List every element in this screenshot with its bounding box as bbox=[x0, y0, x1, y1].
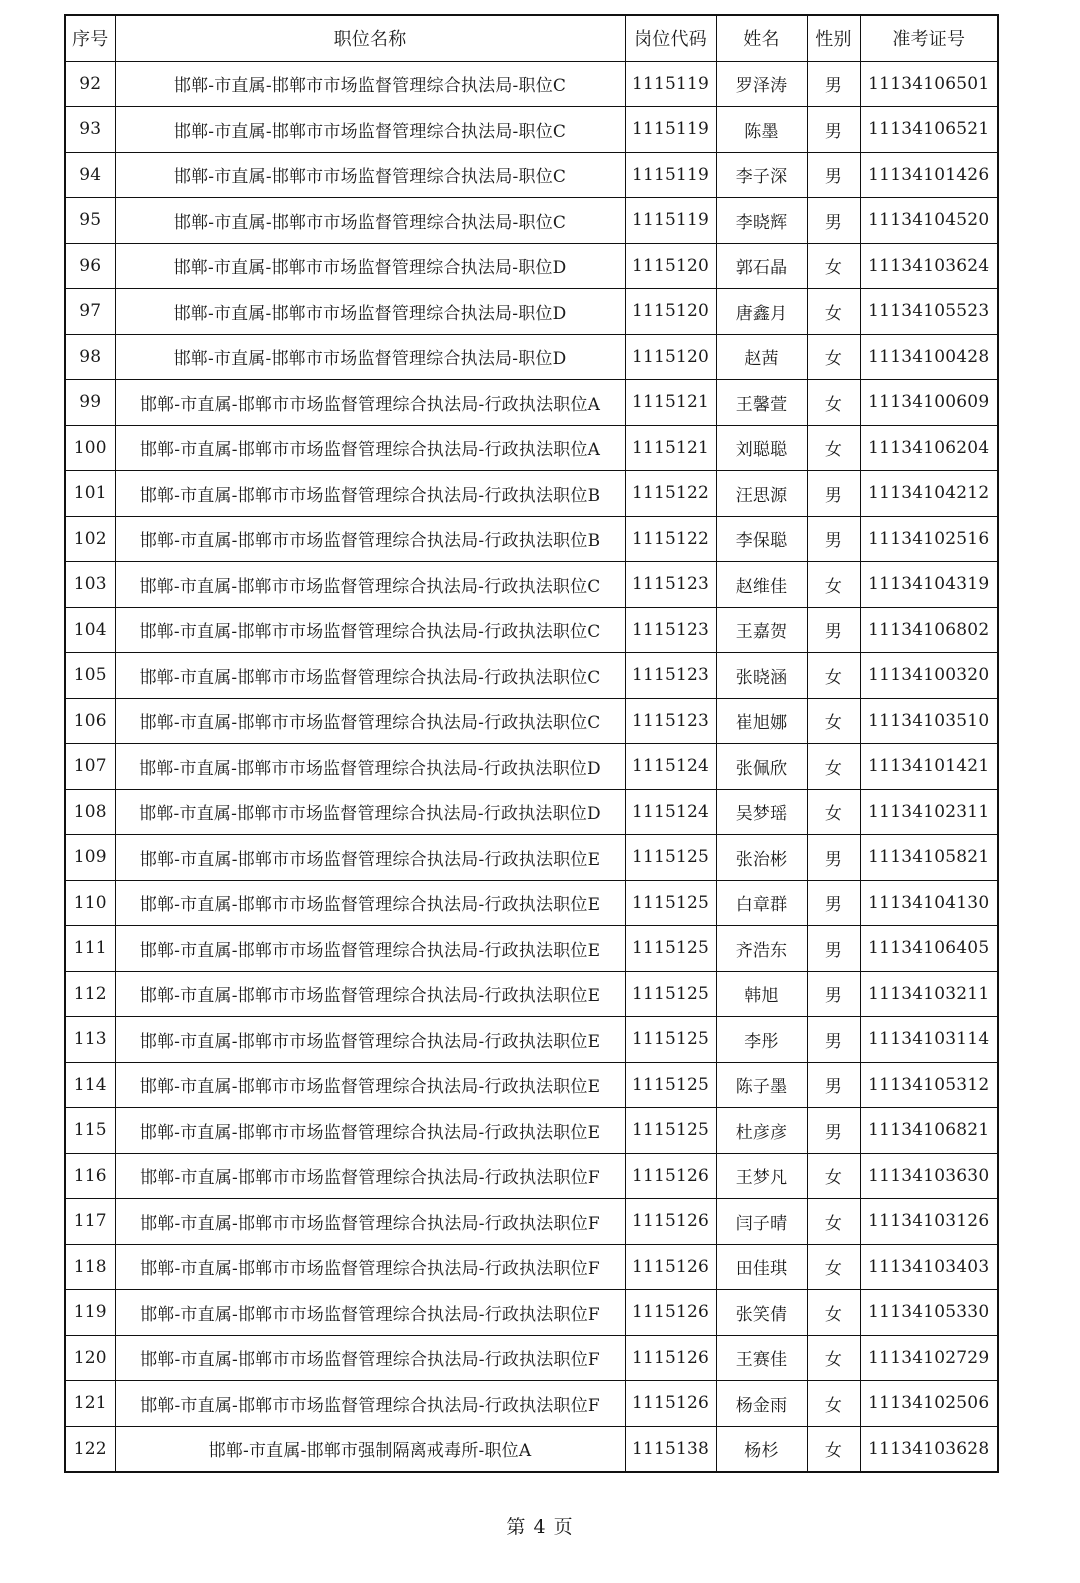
cell-candidate-name: 王梦凡 bbox=[716, 1153, 807, 1199]
table-body bbox=[65, 61, 998, 1472]
cell-exam-id: 11134106501 bbox=[860, 61, 998, 107]
cell-gender: 男 bbox=[807, 880, 860, 926]
page-number: 第 4 页 bbox=[506, 1516, 574, 1538]
cell-gender: 女 bbox=[807, 653, 860, 699]
cell-candidate-name: 王赛佳 bbox=[716, 1335, 807, 1381]
cell-exam-id: 11134106802 bbox=[860, 607, 998, 653]
cell-gender: 男 bbox=[807, 516, 860, 562]
cell-candidate-name: 陈墨 bbox=[716, 107, 807, 153]
cell-index: 105 bbox=[65, 653, 115, 699]
cell-position-name: 邯郸-市直属-邯郸市市场监督管理综合执法局-行政执法职位F bbox=[115, 1335, 625, 1381]
cell-gender: 女 bbox=[807, 380, 860, 426]
cell-index: 104 bbox=[65, 607, 115, 653]
table-header-row bbox=[65, 15, 998, 61]
cell-position-name: 邯郸-市直属-邯郸市市场监督管理综合执法局-行政执法职位E bbox=[115, 1062, 625, 1108]
cell-position-name: 邯郸-市直属-邯郸市市场监督管理综合执法局-职位D bbox=[115, 334, 625, 380]
header-index: 序号 bbox=[65, 15, 115, 61]
table-row bbox=[65, 1426, 998, 1472]
cell-candidate-name: 杨金雨 bbox=[716, 1381, 807, 1427]
cell-index: 114 bbox=[65, 1062, 115, 1108]
cell-exam-id: 11134104130 bbox=[860, 880, 998, 926]
cell-gender: 女 bbox=[807, 243, 860, 289]
cell-candidate-name: 张笑倩 bbox=[716, 1290, 807, 1336]
header-candidate-name: 姓名 bbox=[716, 15, 807, 61]
cell-position-name: 邯郸-市直属-邯郸市市场监督管理综合执法局-行政执法职位A bbox=[115, 380, 625, 426]
cell-index: 119 bbox=[65, 1290, 115, 1336]
cell-exam-id: 11134103630 bbox=[860, 1153, 998, 1199]
cell-candidate-name: 唐鑫月 bbox=[716, 289, 807, 335]
cell-exam-id: 11134100428 bbox=[860, 334, 998, 380]
cell-candidate-name: 陈子墨 bbox=[716, 1062, 807, 1108]
cell-candidate-name: 王馨萱 bbox=[716, 380, 807, 426]
table-row bbox=[65, 1017, 998, 1063]
header-position-code: 岗位代码 bbox=[625, 15, 716, 61]
cell-candidate-name: 白章群 bbox=[716, 880, 807, 926]
table-row bbox=[65, 516, 998, 562]
cell-position-name: 邯郸-市直属-邯郸市市场监督管理综合执法局-行政执法职位B bbox=[115, 471, 625, 517]
cell-index: 102 bbox=[65, 516, 115, 562]
cell-position-code: 1115123 bbox=[625, 607, 716, 653]
cell-exam-id: 11134105330 bbox=[860, 1290, 998, 1336]
cell-index: 95 bbox=[65, 198, 115, 244]
cell-gender: 女 bbox=[807, 425, 860, 471]
header-exam-id: 准考证号 bbox=[860, 15, 998, 61]
table-row bbox=[65, 744, 998, 790]
cell-exam-id: 11134100320 bbox=[860, 653, 998, 699]
cell-position-name: 邯郸-市直属-邯郸市市场监督管理综合执法局-职位C bbox=[115, 198, 625, 244]
cell-exam-id: 11134105312 bbox=[860, 1062, 998, 1108]
cell-candidate-name: 王嘉贺 bbox=[716, 607, 807, 653]
cell-index: 99 bbox=[65, 380, 115, 426]
cell-position-code: 1115126 bbox=[625, 1199, 716, 1245]
cell-gender: 男 bbox=[807, 1017, 860, 1063]
cell-position-code: 1115126 bbox=[625, 1335, 716, 1381]
cell-gender: 男 bbox=[807, 971, 860, 1017]
cell-candidate-name: 李晓辉 bbox=[716, 198, 807, 244]
header-position-name: 职位名称 bbox=[115, 15, 625, 61]
cell-position-code: 1115125 bbox=[625, 926, 716, 972]
cell-index: 100 bbox=[65, 425, 115, 471]
cell-candidate-name: 齐浩东 bbox=[716, 926, 807, 972]
cell-position-code: 1115123 bbox=[625, 653, 716, 699]
cell-position-code: 1115119 bbox=[625, 61, 716, 107]
cell-gender: 男 bbox=[807, 607, 860, 653]
cell-position-code: 1115126 bbox=[625, 1153, 716, 1199]
cell-index: 120 bbox=[65, 1335, 115, 1381]
cell-position-name: 邯郸-市直属-邯郸市市场监督管理综合执法局-行政执法职位A bbox=[115, 425, 625, 471]
table-row bbox=[65, 1062, 998, 1108]
cell-position-code: 1115124 bbox=[625, 744, 716, 790]
cell-gender: 女 bbox=[807, 1335, 860, 1381]
cell-position-name: 邯郸-市直属-邯郸市市场监督管理综合执法局-行政执法职位C bbox=[115, 607, 625, 653]
cell-gender: 男 bbox=[807, 835, 860, 881]
cell-gender: 女 bbox=[807, 1381, 860, 1427]
cell-position-code: 1115119 bbox=[625, 107, 716, 153]
table-row bbox=[65, 1381, 998, 1427]
cell-exam-id: 11134103510 bbox=[860, 698, 998, 744]
cell-exam-id: 11134103403 bbox=[860, 1244, 998, 1290]
table-row bbox=[65, 653, 998, 699]
cell-candidate-name: 杨杉 bbox=[716, 1426, 807, 1472]
cell-exam-id: 11134104212 bbox=[860, 471, 998, 517]
cell-candidate-name: 田佳琪 bbox=[716, 1244, 807, 1290]
cell-candidate-name: 崔旭娜 bbox=[716, 698, 807, 744]
cell-index: 115 bbox=[65, 1108, 115, 1154]
table-row bbox=[65, 289, 998, 335]
cell-candidate-name: 赵茜 bbox=[716, 334, 807, 380]
cell-position-name: 邯郸-市直属-邯郸市市场监督管理综合执法局-行政执法职位C bbox=[115, 562, 625, 608]
cell-candidate-name: 吴梦瑶 bbox=[716, 789, 807, 835]
candidate-table bbox=[64, 14, 999, 1473]
cell-exam-id: 11134105523 bbox=[860, 289, 998, 335]
cell-position-name: 邯郸-市直属-邯郸市市场监督管理综合执法局-行政执法职位E bbox=[115, 835, 625, 881]
cell-position-name: 邯郸-市直属-邯郸市市场监督管理综合执法局-职位C bbox=[115, 152, 625, 198]
cell-candidate-name: 张晓涵 bbox=[716, 653, 807, 699]
cell-gender: 女 bbox=[807, 289, 860, 335]
cell-gender: 男 bbox=[807, 1062, 860, 1108]
cell-position-name: 邯郸-市直属-邯郸市市场监督管理综合执法局-职位C bbox=[115, 61, 625, 107]
cell-candidate-name: 李子深 bbox=[716, 152, 807, 198]
cell-position-code: 1115126 bbox=[625, 1290, 716, 1336]
cell-position-name: 邯郸-市直属-邯郸市市场监督管理综合执法局-行政执法职位F bbox=[115, 1244, 625, 1290]
cell-position-name: 邯郸-市直属-邯郸市市场监督管理综合执法局-行政执法职位E bbox=[115, 1017, 625, 1063]
cell-index: 111 bbox=[65, 926, 115, 972]
cell-gender: 女 bbox=[807, 334, 860, 380]
cell-position-name: 邯郸-市直属-邯郸市市场监督管理综合执法局-行政执法职位D bbox=[115, 744, 625, 790]
cell-position-name: 邯郸-市直属-邯郸市市场监督管理综合执法局-行政执法职位E bbox=[115, 880, 625, 926]
cell-position-name: 邯郸-市直属-邯郸市市场监督管理综合执法局-行政执法职位E bbox=[115, 1108, 625, 1154]
cell-gender: 男 bbox=[807, 107, 860, 153]
table-row bbox=[65, 880, 998, 926]
cell-position-name: 邯郸-市直属-邯郸市市场监督管理综合执法局-行政执法职位D bbox=[115, 789, 625, 835]
cell-candidate-name: 刘聪聪 bbox=[716, 425, 807, 471]
cell-index: 118 bbox=[65, 1244, 115, 1290]
cell-candidate-name: 张佩欣 bbox=[716, 744, 807, 790]
cell-candidate-name: 赵维佳 bbox=[716, 562, 807, 608]
table-row bbox=[65, 107, 998, 153]
cell-index: 116 bbox=[65, 1153, 115, 1199]
cell-position-name: 邯郸-市直属-邯郸市市场监督管理综合执法局-行政执法职位C bbox=[115, 698, 625, 744]
table-row bbox=[65, 562, 998, 608]
cell-candidate-name: 李彤 bbox=[716, 1017, 807, 1063]
cell-gender: 男 bbox=[807, 198, 860, 244]
cell-index: 106 bbox=[65, 698, 115, 744]
table-row bbox=[65, 61, 998, 107]
header-gender: 性别 bbox=[807, 15, 860, 61]
cell-index: 97 bbox=[65, 289, 115, 335]
cell-position-name: 邯郸-市直属-邯郸市市场监督管理综合执法局-行政执法职位E bbox=[115, 971, 625, 1017]
cell-exam-id: 11134106204 bbox=[860, 425, 998, 471]
cell-exam-id: 11134104520 bbox=[860, 198, 998, 244]
table-row bbox=[65, 152, 998, 198]
cell-gender: 女 bbox=[807, 789, 860, 835]
cell-index: 101 bbox=[65, 471, 115, 517]
cell-gender: 男 bbox=[807, 1108, 860, 1154]
cell-position-code: 1115125 bbox=[625, 880, 716, 926]
cell-position-code: 1115119 bbox=[625, 152, 716, 198]
cell-position-code: 1115121 bbox=[625, 425, 716, 471]
table-row bbox=[65, 698, 998, 744]
cell-gender: 女 bbox=[807, 698, 860, 744]
cell-position-code: 1115125 bbox=[625, 1108, 716, 1154]
cell-exam-id: 11134104319 bbox=[860, 562, 998, 608]
table-row bbox=[65, 789, 998, 835]
table-row bbox=[65, 1108, 998, 1154]
cell-gender: 男 bbox=[807, 152, 860, 198]
cell-position-name: 邯郸-市直属-邯郸市市场监督管理综合执法局-职位C bbox=[115, 107, 625, 153]
cell-exam-id: 11134102516 bbox=[860, 516, 998, 562]
cell-exam-id: 11134101421 bbox=[860, 744, 998, 790]
cell-index: 107 bbox=[65, 744, 115, 790]
table-row bbox=[65, 1244, 998, 1290]
table-row bbox=[65, 1290, 998, 1336]
cell-exam-id: 11134106405 bbox=[860, 926, 998, 972]
cell-exam-id: 11134105821 bbox=[860, 835, 998, 881]
cell-candidate-name: 李保聪 bbox=[716, 516, 807, 562]
cell-index: 96 bbox=[65, 243, 115, 289]
cell-position-name: 邯郸-市直属-邯郸市强制隔离戒毒所-职位A bbox=[115, 1426, 625, 1472]
cell-candidate-name: 汪思源 bbox=[716, 471, 807, 517]
cell-exam-id: 11134103624 bbox=[860, 243, 998, 289]
cell-index: 113 bbox=[65, 1017, 115, 1063]
cell-index: 94 bbox=[65, 152, 115, 198]
cell-gender: 女 bbox=[807, 1426, 860, 1472]
cell-position-code: 1115120 bbox=[625, 334, 716, 380]
cell-position-name: 邯郸-市直属-邯郸市市场监督管理综合执法局-行政执法职位F bbox=[115, 1153, 625, 1199]
cell-candidate-name: 杜彦彦 bbox=[716, 1108, 807, 1154]
cell-exam-id: 11134102311 bbox=[860, 789, 998, 835]
table-row bbox=[65, 334, 998, 380]
cell-index: 98 bbox=[65, 334, 115, 380]
table-row bbox=[65, 471, 998, 517]
table-row bbox=[65, 1153, 998, 1199]
cell-index: 122 bbox=[65, 1426, 115, 1472]
table-row bbox=[65, 1335, 998, 1381]
cell-exam-id: 11134103126 bbox=[860, 1199, 998, 1245]
cell-candidate-name: 郭石晶 bbox=[716, 243, 807, 289]
cell-position-code: 1115121 bbox=[625, 380, 716, 426]
cell-candidate-name: 罗泽涛 bbox=[716, 61, 807, 107]
cell-position-code: 1115122 bbox=[625, 471, 716, 517]
cell-position-code: 1115125 bbox=[625, 971, 716, 1017]
cell-gender: 女 bbox=[807, 1290, 860, 1336]
cell-gender: 女 bbox=[807, 562, 860, 608]
table-row bbox=[65, 198, 998, 244]
cell-index: 93 bbox=[65, 107, 115, 153]
cell-position-name: 邯郸-市直属-邯郸市市场监督管理综合执法局-行政执法职位B bbox=[115, 516, 625, 562]
cell-candidate-name: 张治彬 bbox=[716, 835, 807, 881]
cell-position-code: 1115125 bbox=[625, 1062, 716, 1108]
cell-position-code: 1115126 bbox=[625, 1244, 716, 1290]
cell-gender: 男 bbox=[807, 926, 860, 972]
cell-position-name: 邯郸-市直属-邯郸市市场监督管理综合执法局-职位D bbox=[115, 243, 625, 289]
table-row bbox=[65, 1199, 998, 1245]
table-row bbox=[65, 380, 998, 426]
cell-gender: 女 bbox=[807, 1244, 860, 1290]
table-row bbox=[65, 971, 998, 1017]
cell-exam-id: 11134106521 bbox=[860, 107, 998, 153]
cell-exam-id: 11134103211 bbox=[860, 971, 998, 1017]
cell-index: 108 bbox=[65, 789, 115, 835]
cell-index: 117 bbox=[65, 1199, 115, 1245]
cell-position-code: 1115123 bbox=[625, 562, 716, 608]
cell-exam-id: 11134106821 bbox=[860, 1108, 998, 1154]
cell-position-name: 邯郸-市直属-邯郸市市场监督管理综合执法局-职位D bbox=[115, 289, 625, 335]
cell-position-code: 1115122 bbox=[625, 516, 716, 562]
table-row bbox=[65, 926, 998, 972]
cell-gender: 女 bbox=[807, 1199, 860, 1245]
cell-exam-id: 11134103114 bbox=[860, 1017, 998, 1063]
table-row bbox=[65, 835, 998, 881]
cell-index: 103 bbox=[65, 562, 115, 608]
cell-gender: 男 bbox=[807, 471, 860, 517]
cell-position-name: 邯郸-市直属-邯郸市市场监督管理综合执法局-行政执法职位E bbox=[115, 926, 625, 972]
cell-gender: 男 bbox=[807, 61, 860, 107]
cell-position-name: 邯郸-市直属-邯郸市市场监督管理综合执法局-行政执法职位F bbox=[115, 1381, 625, 1427]
table-row bbox=[65, 607, 998, 653]
cell-position-code: 1115123 bbox=[625, 698, 716, 744]
cell-position-code: 1115120 bbox=[625, 289, 716, 335]
cell-position-name: 邯郸-市直属-邯郸市市场监督管理综合执法局-行政执法职位F bbox=[115, 1199, 625, 1245]
cell-index: 92 bbox=[65, 61, 115, 107]
cell-index: 112 bbox=[65, 971, 115, 1017]
cell-position-name: 邯郸-市直属-邯郸市市场监督管理综合执法局-行政执法职位C bbox=[115, 653, 625, 699]
cell-index: 110 bbox=[65, 880, 115, 926]
table-row bbox=[65, 243, 998, 289]
cell-candidate-name: 闫子晴 bbox=[716, 1199, 807, 1245]
cell-index: 121 bbox=[65, 1381, 115, 1427]
cell-exam-id: 11134102729 bbox=[860, 1335, 998, 1381]
cell-exam-id: 11134103628 bbox=[860, 1426, 998, 1472]
table-row bbox=[65, 425, 998, 471]
cell-position-name: 邯郸-市直属-邯郸市市场监督管理综合执法局-行政执法职位F bbox=[115, 1290, 625, 1336]
cell-exam-id: 11134102506 bbox=[860, 1381, 998, 1427]
cell-position-code: 1115125 bbox=[625, 1017, 716, 1063]
cell-position-code: 1115126 bbox=[625, 1381, 716, 1427]
cell-position-code: 1115138 bbox=[625, 1426, 716, 1472]
cell-exam-id: 11134101426 bbox=[860, 152, 998, 198]
cell-exam-id: 11134100609 bbox=[860, 380, 998, 426]
cell-gender: 女 bbox=[807, 744, 860, 790]
cell-candidate-name: 韩旭 bbox=[716, 971, 807, 1017]
cell-position-code: 1115125 bbox=[625, 835, 716, 881]
cell-index: 109 bbox=[65, 835, 115, 881]
cell-position-code: 1115119 bbox=[625, 198, 716, 244]
cell-position-code: 1115124 bbox=[625, 789, 716, 835]
cell-position-code: 1115120 bbox=[625, 243, 716, 289]
cell-gender: 女 bbox=[807, 1153, 860, 1199]
